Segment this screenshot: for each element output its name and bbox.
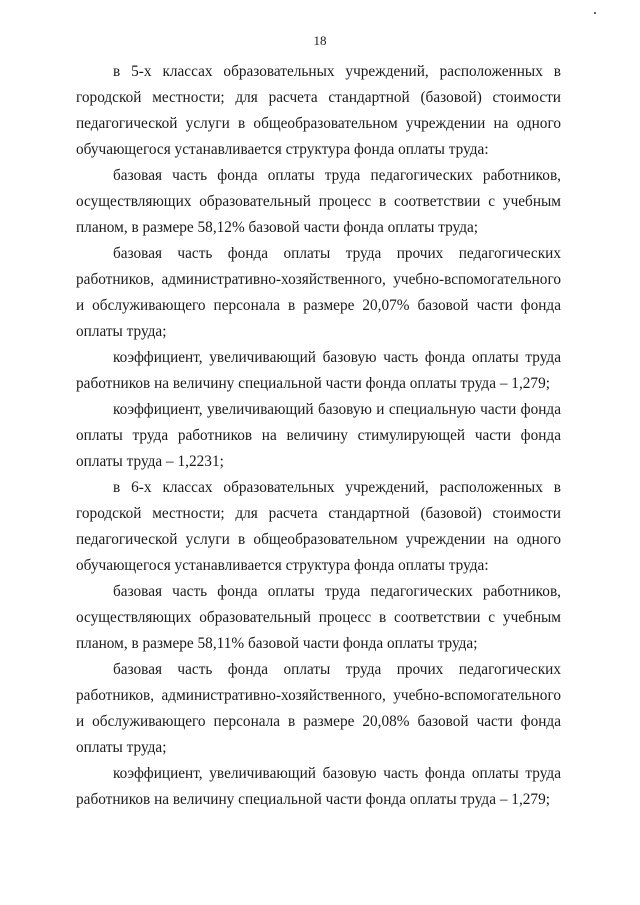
paragraph-grade5-teaching-staff: базовая часть фонда оплаты труда педагогических работников, осуществляющих образовательный процесс в соответствии с учебным планом, в размере 58,12% базовой части фонда оплаты труда; (76, 167, 561, 236)
paragraph-grade5-incentive-coefficient: коэффициент, увеличивающий базовую и специальную части фонда оплаты труда работников на величину стимулирующей части фонда оплаты труда – 1,2231; (76, 401, 561, 470)
paragraph-grade5-intro: в 5-х классах образовательных учреждений, расположенных в городской местности; для расчета стандартной (базовой) стоимости педагогической услуги в общеобразовательном учреждении на одного обучающегося устанавливается структура фонда оплаты труда: (76, 63, 561, 158)
document-body (76, 59, 561, 813)
paragraph-grade5-special-coefficient: коэффициент, увеличивающий базовую часть фонда оплаты труда работников на величину специальной части фонда оплаты труда – 1,279; (76, 349, 561, 392)
paragraph-grade6-special-coefficient: коэффициент, увеличивающий базовую часть фонда оплаты труда работников на величину специальной части фонда оплаты труда – 1,279; (76, 765, 561, 808)
page-number: 18 (313, 33, 327, 48)
paragraph-grade6-intro: в 6-х классах образовательных учреждений, расположенных в городской местности; для расчета стандартной (базовой) стоимости педагогической услуги в общеобразовательном учреждении на одного обучающегося устанавливается структура фонда оплаты труда: (76, 479, 561, 574)
paragraph-grade5-other-staff: базовая часть фонда оплаты труда прочих педагогических работников, административно-хозяйственного, учебно-вспомогательного и обслуживающего персонала в размере 20,07% базовой части фонда оплаты труда; (76, 245, 561, 340)
paragraph-grade6-teaching-staff: базовая часть фонда оплаты труда педагогических работников, осуществляющих образовательный процесс в соответствии с учебным планом, в размере 58,11% базовой части фонда оплаты труда; (76, 583, 561, 652)
scan-dot-mark (594, 12, 596, 14)
paragraph-grade6-other-staff: базовая часть фонда оплаты труда прочих педагогических работников, административно-хозяйственного, учебно-вспомогательного и обслуживающего персонала в размере 20,08% базовой части фонда оплаты труда; (76, 661, 561, 756)
